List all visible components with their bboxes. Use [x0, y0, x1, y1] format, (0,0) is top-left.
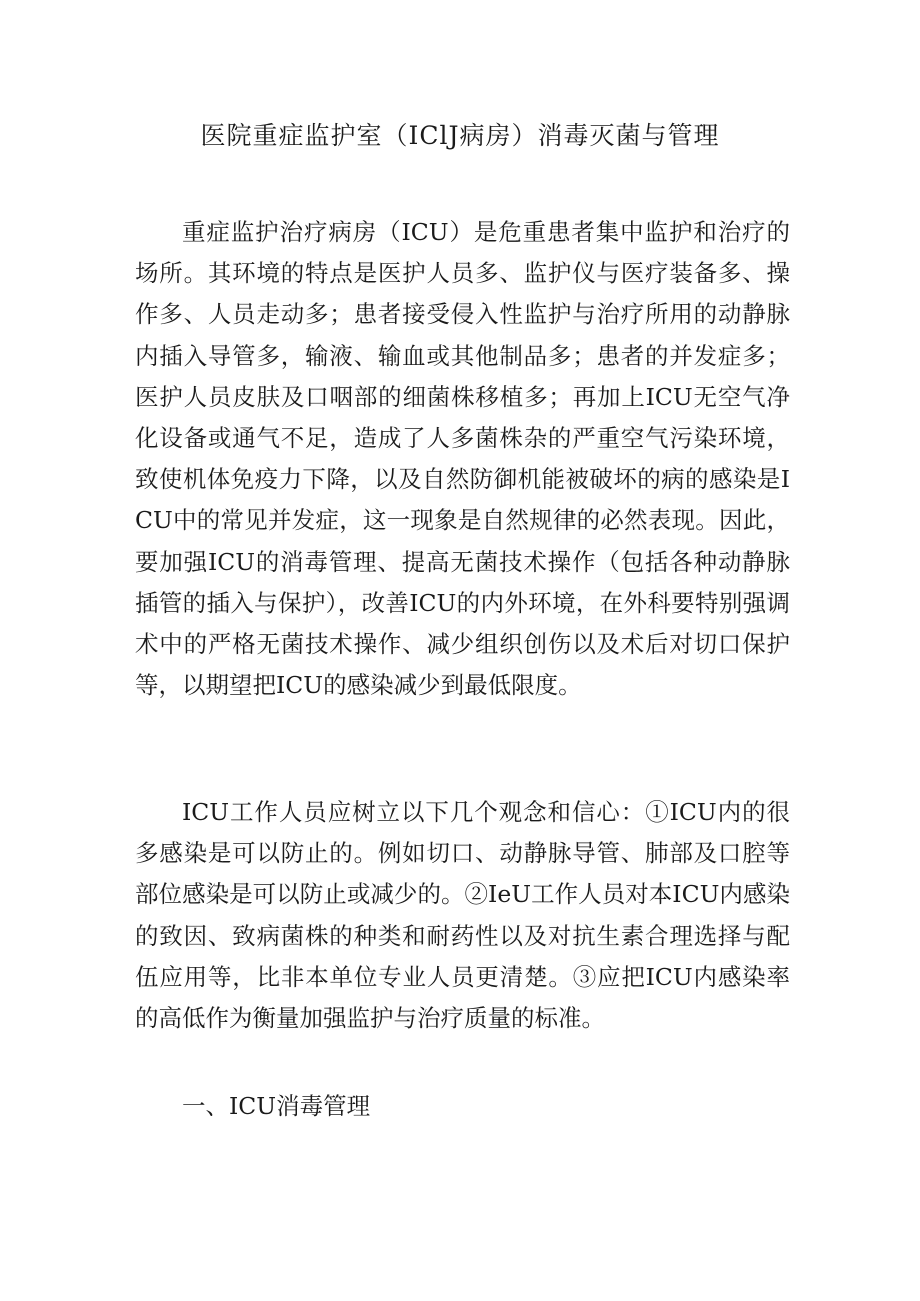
paragraph-text: 重症监护治疗病房（ICU）是危重患者集中监护和治疗的场所。其环境的特点是医护人员多、监护仪与医疗装备多、操作多、人员走动多；患者接受侵入性监护与治疗所用的动静脉内插入导管多，输液、输血或其他制品多；患者的并发症多；医护人员皮肤及口咽部的细菌株移植多；再加上ICU无空气净化设备或通气不足，造成了人多菌株杂的严重空气污染环境，致使机体免疫力下降，以及自然防御机能被破坏的病的感染是ICU中的常见并发症，这一现象是自然规律的必然表现。因此，要加强ICU的消毒管理、提高无菌技术操作（包括各种动静脉插管的插入与保护），改善ICU的内外环境，在外科要特别强调术中的严格无菌技术操作、减少组织创伤以及术后对切口保护等，以期望把ICU的感染减少到最低限度。 — [135, 218, 790, 700]
paragraph-icu-staff-beliefs — [135, 792, 790, 1039]
section-heading: 一、ICU消毒管理 — [182, 1092, 371, 1120]
paragraph-text: ICU工作人员应树立以下几个观念和信心：①ICU内的很多感染是可以防止的。例如切口、动静脉导管、肺部及口腔等部位感染是可以防止或减少的。②IeU工作人员对本ICU内感染的致因、致病菌株的种类和耐药性以及对抗生素合理选择与配伍应用等，比非本单位专业人员更清楚。③应把ICU内感染率的高低作为衡量加强监护与治疗质量的标准。 — [135, 798, 790, 1033]
paragraph-icu-overview — [135, 212, 790, 706]
document-title: 医院重症监护室（IClJ病房）消毒灭菌与管理 — [200, 121, 720, 150]
